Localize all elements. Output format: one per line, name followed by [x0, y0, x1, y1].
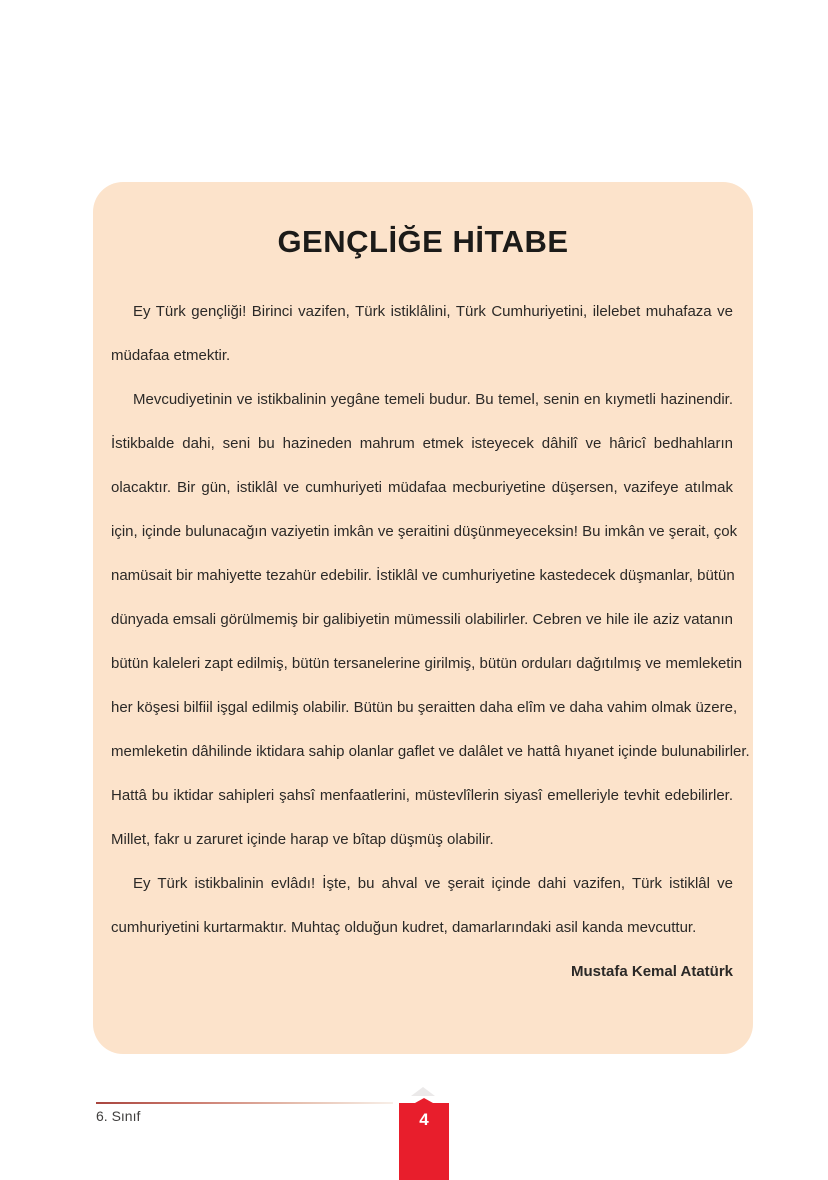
text-line: Ey Türk istikbalinin evlâdı! İşte, bu ahval ve şerait içinde dahi vazifen, Türk istiklâl ve [133, 875, 733, 892]
ribbon-peak-icon [415, 1098, 433, 1103]
page-title: GENÇLİĞE HİTABE [277, 224, 569, 259]
text-line: için, içinde bulunacağın vaziyetin imkân ve şeraitini düşünmeyeceksin! Bu imkân ve şerait, çok [111, 523, 738, 540]
footer-rule [96, 1102, 393, 1104]
text-line: namüsait bir mahiyette tezahür edebilir. İstiklâl ve cumhuriyetine kastedecek düşmanlar, bütün [111, 567, 735, 584]
signature: Mustafa Kemal Atatürk [571, 963, 733, 980]
text-line: Hattâ bu iktidar sahipleri şahsî menfaatlerini, müstevlîlerin siyasî emelleriyle tevhit edebilirler. [111, 787, 733, 804]
text-line: İstikbalde dahi, seni bu hazineden mahrum etmek isteyecek dâhilî ve hâricî bedhahların [111, 435, 733, 452]
text-line: bütün kaleleri zapt edilmiş, bütün tersanelerine girilmiş, bütün orduları dağıtılmış ve memleketin [111, 655, 743, 672]
text-line: cumhuriyetini kurtarmaktır. Muhtaç olduğun kudret, damarlarındaki asil kanda mevcuttur. [111, 919, 697, 936]
text-line: Mevcudiyetinin ve istikbalinin yegâne temeli budur. Bu temel, senin en kıymetli hazinendir. [133, 391, 733, 408]
text-line: müdafaa etmektir. [111, 347, 231, 364]
hitabe-panel [93, 182, 753, 1054]
text-line: Ey Türk gençliği! Birinci vazifen, Türk istiklâlini, Türk Cumhuriyetini, ilelebet muhafaza ve [133, 303, 733, 320]
page-number: 4 [419, 1110, 429, 1129]
text-line: memleketin dâhilinde iktidara sahip olanlar gaflet ve dalâlet ve hattâ hıyanet içinde bulunabilirler. [111, 743, 750, 760]
grade-label: 6. Sınıf [96, 1108, 141, 1124]
text-line: Millet, fakr u zaruret içinde harap ve bîtap düşmüş olabilir. [111, 831, 494, 848]
page-number-ribbon [399, 1103, 449, 1180]
hitabe-text [111, 290, 750, 994]
ribbon-fold-shadow-icon [411, 1087, 435, 1096]
text-line: olacaktır. Bir gün, istiklâl ve cumhuriyeti müdafaa mecburiyetine düşersen, vazifeye atılmak [111, 479, 733, 496]
text-line: dünyada emsali görülmemiş bir galibiyetin mümessili olabilirler. Cebren ve hile ile aziz vatanın [111, 611, 733, 628]
text-line: her köşesi bilfiil işgal edilmiş olabilir. Bütün bu şeraitten daha elîm ve daha vahim olmak üzere, [111, 699, 738, 716]
